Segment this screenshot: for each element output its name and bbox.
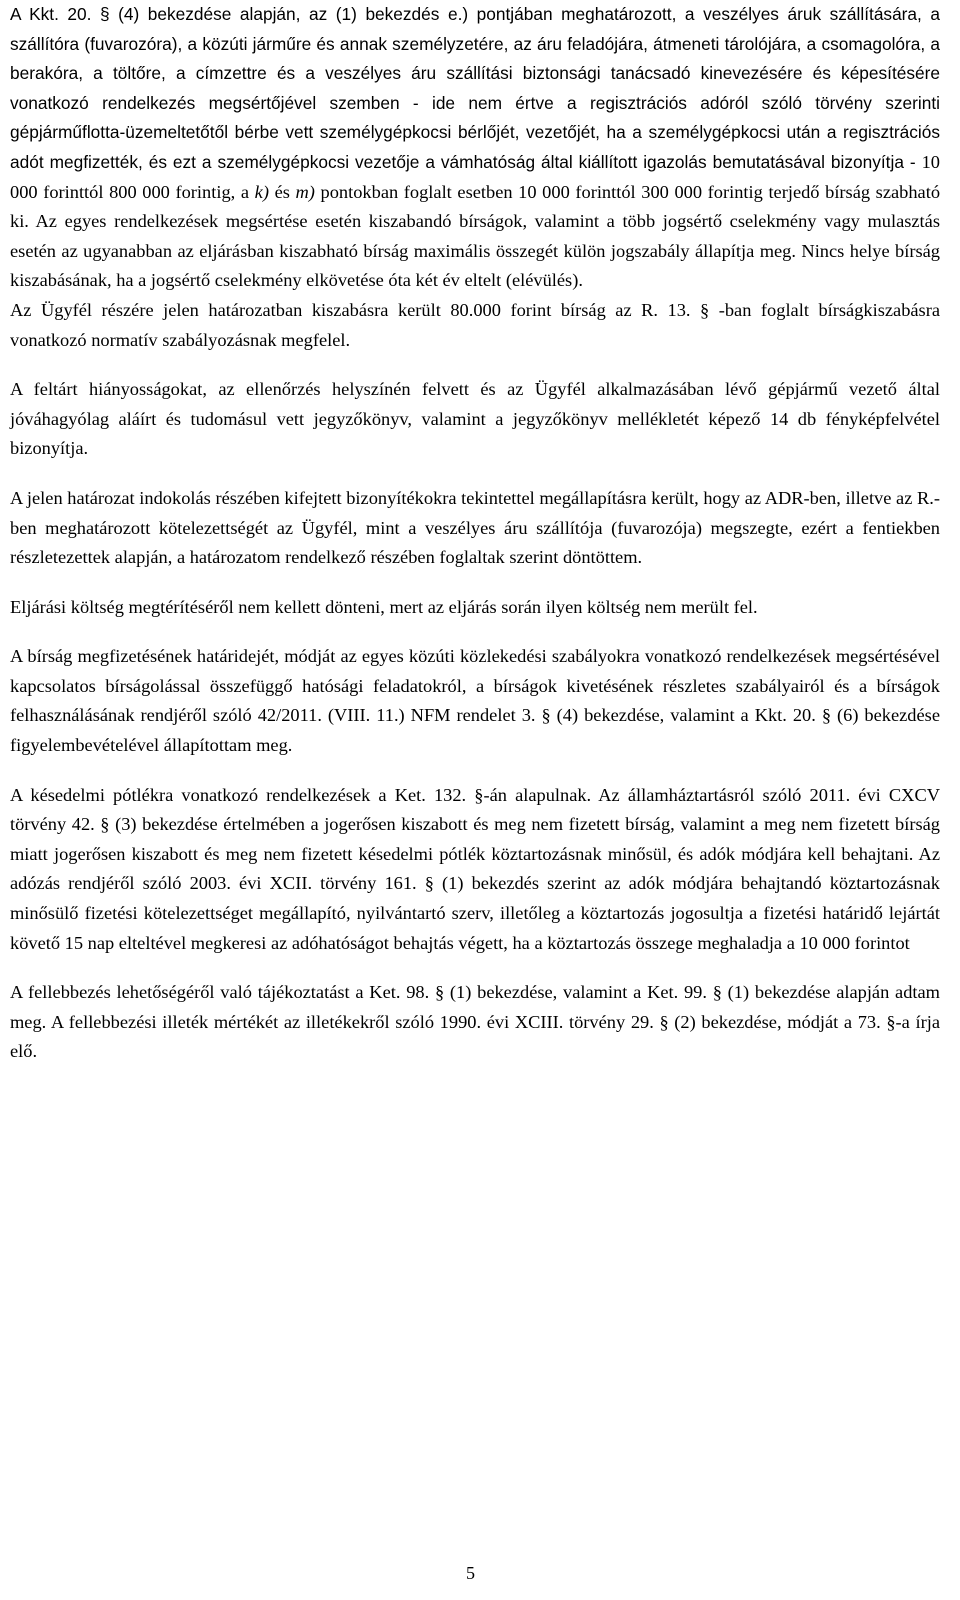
point-k-label: k) xyxy=(254,181,269,202)
paragraph-late-payment: A késedelmi pótlékra vonatkozó rendelkezések a Ket. 132. §-án alapulnak. Az államháztartásról szóló 2011. évi CXCV törvény 42. § (3) bekezdése értelmében a jogerősen kiszabott és meg nem fizetett bírság, valamint a meg nem fizetett bírság miatt jogerősen kiszabott és meg nem fizetett késedelmi pótlék köztartozásnak minősül, és adók módjára kell behajtani. Az adózás rendjéről szóló 2003. évi XCII. törvény 161. § (1) bekezdés szerint az adók módjára behajtandó köztartozásnak minősülő fizetési kötelezettséget megállapító, nyilvántartó szerv, illetőleg a köztartozás jogosultja a fizetési határidő lejártát követő 15 nap elteltével megkeresi az adóhatóságot behajtás végett, ha a köztartozás összege meghaladja a 10 000 forintot xyxy=(10,784,940,953)
paragraph-fine-provisions-serif-text xyxy=(10,152,940,290)
limitation-text: pontokban foglalt esetben 10 000 forinttól 300 000 forintig terjedő bírság szabható ki. Az egyes rendelkezések megsértése esetén kiszabandó bírságok, valamint a több jogsértő cselekmény vagy mulasztás esetén az ugyanabban az eljárásban kiszabható bírság maximális összegét külön jogszabály állapítja meg. Nincs helye bírság kiszabásának, ha a jogsértő cselekmény elkövetése óta két év eltelt (elévülés). xyxy=(10,181,941,291)
paragraph-evidence: A feltárt hiányosságokat, az ellenőrzés helyszínén felvett és az Ügyfél alkalmazásában lévő gépjármű vezető által jóváhagyólag aláírt és tudomásul vett jegyzőkönyv, valamint a jegyzőkönyv mellékletét képező 14 db fényképfelvétel bizonyítja. xyxy=(10,379,940,459)
paragraph-findings: A jelen határozat indokolás részében kifejtett bizonyítékokra tekintettel megállapításra került, hogy az ADR-ben, illetve az R.-ben meghatározott kötelezettségét az Ügyfél, mint a veszélyes áru szállítója (fuvarozója) megszegte, ezért a fentiekben részletezettek alapján, a határozatom rendelkező részében foglaltak szerint döntöttem. xyxy=(10,487,940,568)
page-number: 5 xyxy=(466,1563,475,1583)
paragraph-fine-provisions-sans-text: A Kkt. 20. § (4) bekezdése alapján, az (1) bekezdés e.) pontjában meghatározott, a veszélyes áruk szállítására, a szállítóra (fuvarozóra), a közúti járműre és annak személyzetére, az áru feladójára, átmeneti tárolójára, a csomagolóra, a berakóra, a töltőre, a címzettre és a veszélyes áru szállítási biztonsági tanácsadó kinevezésére és képesítésére vonatkozó rendelkezés megsértőjével szemben - ide nem értve a regisztrációs adóról szóló törvény szerinti gépjárműflotta-üzemeltetőtől bérbe vett személygépkocsi bérlőjét, vezetőjét, ha a személygépkocsi után a regisztrációs adót megfizették, és ezt a személygépkocsi vezetője a vámhatóság által kiállított igazolás bemutatásával bizonyítja - xyxy=(10,4,940,172)
paragraph-procedural-costs: Eljárási költség megtérítéséről nem kellett dönteni, mert az eljárás során ilyen költség nem merült fel. xyxy=(10,596,758,617)
point-m-label: m) xyxy=(295,181,315,202)
fine-amount-range-text: 10 000 forinttól 800 000 forintig, a xyxy=(10,151,940,202)
paragraph-appeal-info: A fellebbezés lehetőségéről való tájékoztatást a Ket. 98. § (1) bekezdése, valamint a Ket. 99. § (1) bekezdése alapján adtam meg. A fellebbezési illeték mértékét az illetékekről szóló 1990. évi XCIII. törvény 29. § (2) bekezdése, módját a 73. §-a írja elő. xyxy=(10,982,940,1062)
conjunction-text: és xyxy=(268,181,296,202)
paragraph-payment-deadline: A bírság megfizetésének határidejét, módját az egyes közúti közlekedési szabályokra vonatkozó rendelkezések megsértésével kapcsolatos bírságolással összefüggő hatósági feladatokról, a bírságok kivetésének részletes szabályairól és a bírságok felhasználásának rendjéről szóló 42/2011. (VIII. 11.) NFM rendelet 3. § (4) bekezdése, valamint a Kkt. 20. § (6) bekezdése figyelembevételével állapítottam meg. xyxy=(10,646,940,756)
document-page xyxy=(10,0,940,1067)
paragraph-fine-amount: Az Ügyfél részére jelen határozatban kiszabásra került 80.000 forint bírság az R. 13. § -ban foglalt bírságkiszabásra vonatkozó normatív szabályozásnak megfelel. xyxy=(10,299,940,350)
paragraph-fine-provisions xyxy=(10,0,940,296)
